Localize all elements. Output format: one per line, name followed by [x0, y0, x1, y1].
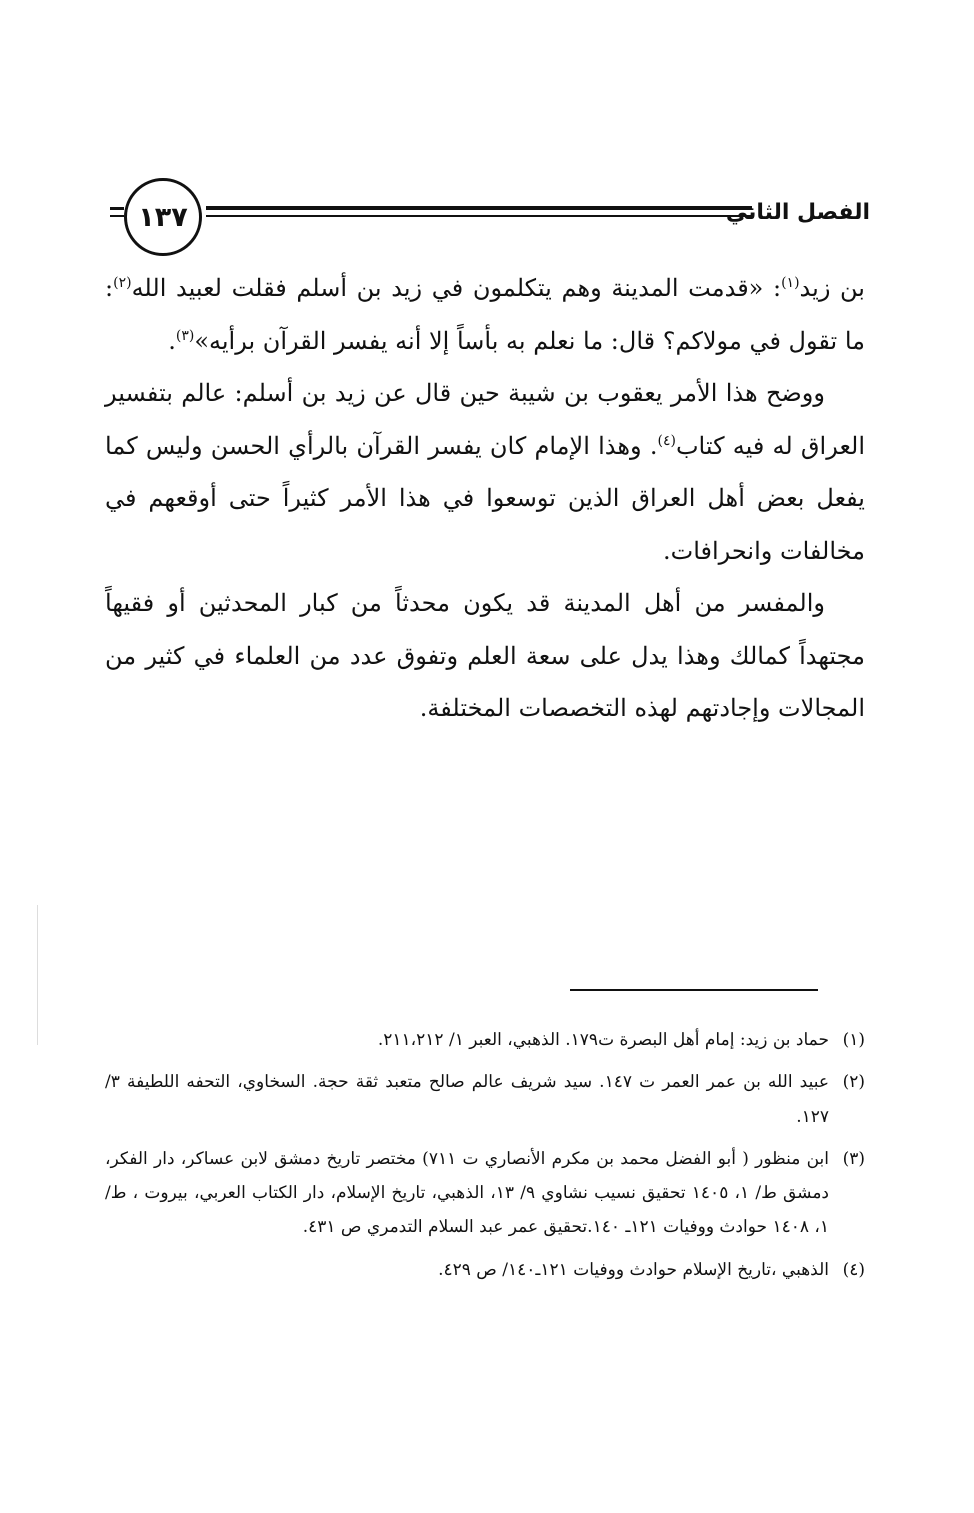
text-run: . — [168, 326, 176, 355]
page-header — [110, 178, 870, 258]
header-rule — [206, 215, 752, 217]
page-number: ١٣٧ — [124, 178, 202, 256]
paragraph — [105, 367, 865, 577]
header-rule-stub — [110, 215, 124, 217]
footnote-ref: (٢) — [113, 275, 132, 291]
text-run: بن زيد — [799, 274, 865, 302]
footnote-text: حماد بن زيد: إمام أهل البصرة ت١٧٩. الذهبي، العبر ١/ ٢١١،٢١٢. — [377, 1030, 829, 1050]
footnote-text: ابن منظور ( أبو الفضل محمد بن مكرم الأنصاري ت ٧١١) مختصر تاريخ دمشق لابن عساكر، دار الفكر، دمشق ط/ ١، ١٤٠٥ تحقيق نسيب نشاوي ٩/ ١٣، الذهبي، تاريخ الإسلام، دار الكتاب العربي، بيروت ، ط/ ١، ١٤٠٨ حوادث ووفيات ١٢١ـ ١٤٠.تحقيق عمر عبد السلام التدمري ص ٤٣١. — [105, 1148, 830, 1238]
text-run: : «قدمت المدينة وهم يتكلمون في زيد بن أسلم فقلت لعبيد الله — [131, 274, 782, 302]
footnote-number: (٢) — [842, 1072, 866, 1093]
footnote-number: (٣) — [842, 1148, 866, 1169]
footnote-number: (٤) — [842, 1259, 865, 1280]
footnote-text: عبيد الله بن عمر العمر ت ١٤٧. سيد شريف عالم صالح متعبد ثقة حجة. السخاوي، التحفه اللطيفة ٣/ ١٢٧. — [105, 1072, 830, 1127]
text-run: : ما تقول في مولاكم؟ قال: ما نعلم به بأساً إلا أنه يفسر القرآن برأيه» — [105, 274, 865, 355]
footnote-ref: (٤) — [657, 432, 676, 449]
paragraph: والمفسر من أهل المدينة قد يكون محدثاً من كبار المحدثين أو فقيهاً مجتهداً كمالك وهذا يدل على سعة العلم وتفوق عدد من العلماء في كثير من المجالات وإجادتهم لهذه التخصصات المختلفة. — [105, 589, 865, 722]
text-run: . وهذا الإمام كان يفسر القرآن بالرأي الحسن وليس كما يفعل بعض أهل العراق الذين توسعوا في هذا الأمر كثيراً حتى أوقعهم في مخالفات وانحرافات. — [105, 431, 865, 565]
footnote-text: الذهبي ،تاريخ الإسلام حوادث ووفيات ١٢١ـ١٤٠/ ص ٤٢٩. — [438, 1259, 829, 1280]
scan-artifact-line — [37, 905, 38, 1045]
footnote — [105, 1023, 865, 1057]
footnote — [105, 1065, 865, 1134]
footnote — [105, 1142, 865, 1245]
footnote-ref: (٣) — [175, 327, 195, 344]
header-rule — [206, 206, 752, 210]
footnote-number: (١) — [842, 1030, 865, 1050]
paragraph — [105, 262, 865, 367]
chapter-title: الفصل الثاني — [725, 200, 870, 225]
footnotes — [105, 1023, 865, 1295]
main-text — [105, 262, 865, 735]
footnote-ref: (١) — [781, 275, 800, 291]
footnote-separator — [570, 989, 818, 991]
footnote — [105, 1253, 865, 1287]
header-rule-stub — [110, 207, 124, 210]
text-run: ووضح هذا الأمر يعقوب بن شيبة حين قال عن زيد بن أسلم: عالم بتفسير العراق له فيه كتاب — [105, 379, 866, 460]
